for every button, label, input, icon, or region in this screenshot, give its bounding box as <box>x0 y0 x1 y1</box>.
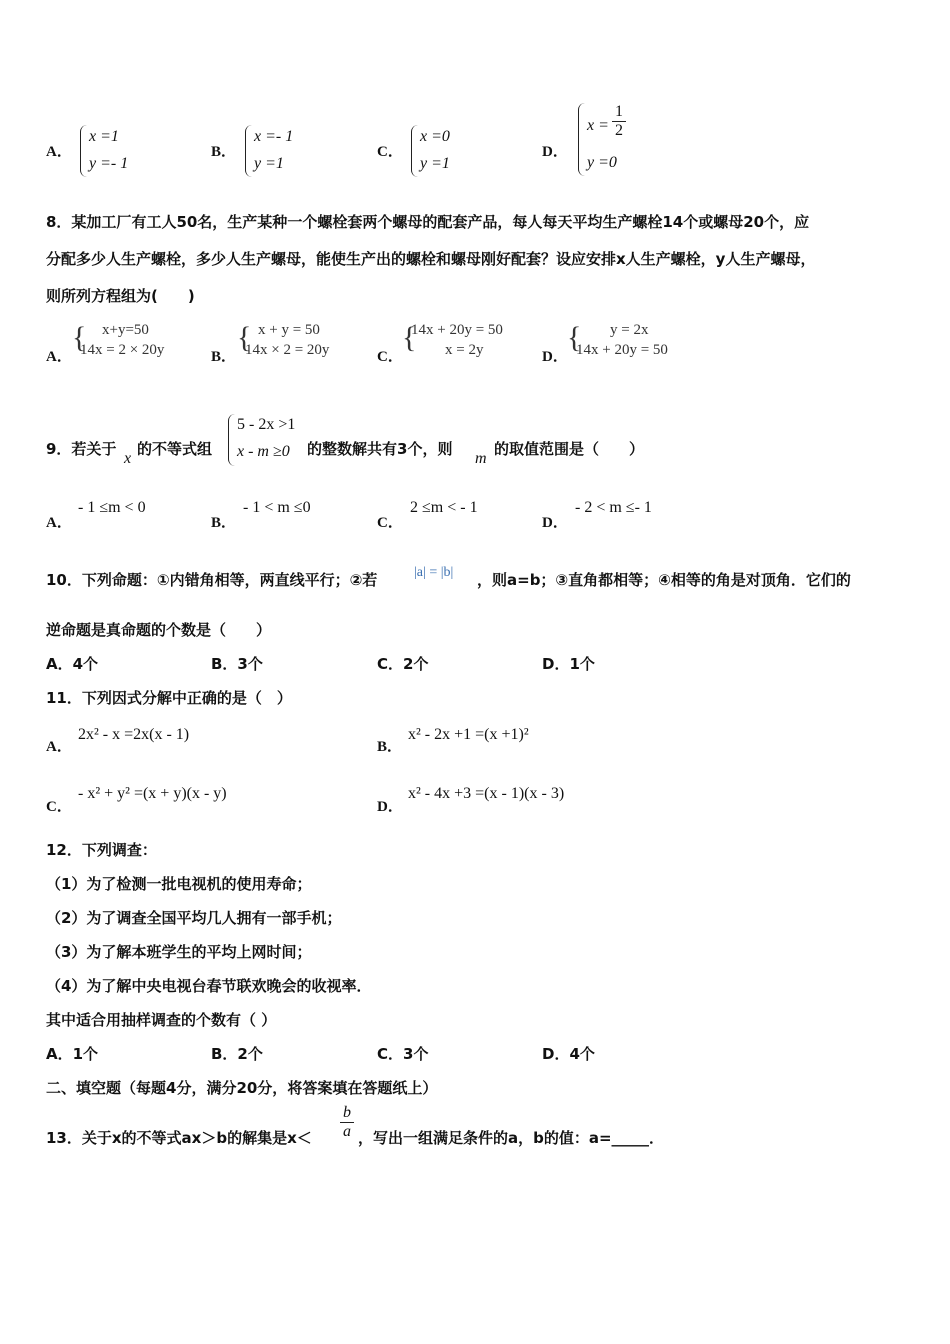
q11-option-a-label: A． <box>46 739 72 755</box>
q7-b-eq1: x =- 1 <box>254 128 294 145</box>
q11-option-d: x² - 4x +3 =(x - 1)(x - 3) <box>408 785 565 802</box>
q8-option-c-label: C． <box>377 349 403 365</box>
q7-option-b-system <box>245 125 326 177</box>
q13-fraction-numerator: b <box>340 1104 354 1123</box>
q8-b-eq2: 14x × 2 = 20y <box>245 342 330 358</box>
q8-stem-line2: 分配多少人生产螺栓，多少人生产螺母，能使生产出的螺栓和螺母刚好配套？设应安排x人生产螺栓，y人生产螺母， <box>46 250 816 268</box>
q7-d-eq1: x = <box>587 117 609 134</box>
q9-suffix1: 的整数解共有3个，则 <box>307 440 453 458</box>
q9-option-c-label: C． <box>377 515 403 531</box>
q12-item-2: （2）为了调查全国平均几人拥有一部手机； <box>46 909 342 927</box>
q11-option-c-label: C． <box>46 799 72 815</box>
q8-c-brace: { <box>402 321 417 354</box>
q9-sys-line1: 5 - 2x >1 <box>237 416 296 433</box>
q10-stem-line2: 逆命题是真命题的个数是（ ） <box>46 621 272 639</box>
q7-option-c-system <box>411 125 492 177</box>
q8-stem-line3: 则所列方程组为( ) <box>46 287 195 305</box>
q8-d-eq2: 14x + 20y = 50 <box>576 342 668 358</box>
q8-d-brace: { <box>567 321 582 354</box>
q12-question: 其中适合用抽样调查的个数有（ ） <box>46 1011 277 1029</box>
q10-option-c: C．2个 <box>377 655 429 673</box>
q10-formula: |a| = |b| <box>414 565 454 580</box>
q7-d-fraction <box>612 103 626 140</box>
q13-prefix: 13．关于x的不等式ax＞b的解集是x＜ <box>46 1129 312 1147</box>
q9-prefix: 9．若关于 <box>46 440 117 458</box>
q11-option-d-label: D． <box>377 799 403 815</box>
q12-item-3: （3）为了解本班学生的平均上网时间； <box>46 943 312 961</box>
q7-b-eq2: y =1 <box>254 155 284 172</box>
q11-option-b: x² - 2x +1 =(x +1)² <box>408 726 529 743</box>
q9-option-b-label: B． <box>211 515 237 531</box>
section-2-heading: 二、填空题（每题4分，满分20分，将答案填在答题纸上） <box>46 1079 438 1097</box>
q11-option-b-label: B． <box>377 739 403 755</box>
q9-option-d: - 2 < m ≤- 1 <box>575 499 652 516</box>
q9-sys-line2: x - m ≥0 <box>237 443 290 460</box>
q9-option-a: - 1 ≤m < 0 <box>78 499 146 516</box>
q8-b-brace: { <box>237 321 252 354</box>
q8-b-eq1: x + y = 50 <box>258 322 320 338</box>
q11-option-a: 2x² - x =2x(x - 1) <box>78 726 190 743</box>
q9-middle: 的不等式组 <box>137 440 213 458</box>
q11-option-c: - x² + y² =(x + y)(x - y) <box>78 785 227 802</box>
q10-option-b: B．3个 <box>211 655 263 673</box>
q9-option-b: - 1 < m ≤0 <box>243 499 311 516</box>
q12-stem: 12．下列调查： <box>46 841 157 859</box>
q12-item-4: （4）为了解中央电视台春节联欢晚会的收视率． <box>46 977 372 995</box>
q9-inequality-system <box>228 414 309 466</box>
q11-stem: 11．下列因式分解中正确的是（ ） <box>46 689 292 707</box>
q7-c-eq2: y =1 <box>420 155 450 172</box>
q13-fraction <box>340 1104 354 1141</box>
q9-suffix2: 的取值范围是（ ） <box>494 440 645 458</box>
q8-stem-line1: 8．某加工厂有工人50名，生产某种一个螺栓套两个螺母的配套产品，每人每天平均生产螺栓14个或螺母20个，应 <box>46 213 810 231</box>
q7-option-d-label: D． <box>542 144 568 160</box>
q7-a-eq1: x =1 <box>89 128 119 145</box>
q7-option-c-label: C． <box>377 144 403 160</box>
q8-a-brace: { <box>72 321 87 354</box>
q8-a-eq2: 14x = 2 × 20y <box>80 342 165 358</box>
q8-option-a-label: A． <box>46 349 72 365</box>
q12-item-1: （1）为了检测一批电视机的使用寿命； <box>46 875 312 893</box>
q8-option-b-label: B． <box>211 349 237 365</box>
q10-option-a: A．4个 <box>46 655 99 673</box>
q7-option-a-system <box>80 125 161 177</box>
q12-option-c: C．3个 <box>377 1045 429 1063</box>
q13-fraction-denominator: a <box>343 1123 351 1140</box>
q8-d-eq1: y = 2x <box>610 322 649 338</box>
q9-option-a-label: A． <box>46 515 72 531</box>
q9-var-x: x <box>124 450 132 467</box>
q10-prefix: 10．下列命题：①内错角相等，两直线平行；②若 <box>46 571 378 589</box>
q9-option-c: 2 ≤m < - 1 <box>410 499 478 516</box>
q7-option-d-system <box>578 103 649 176</box>
q12-option-a: A．1个 <box>46 1045 99 1063</box>
q10-option-d: D．1个 <box>542 655 595 673</box>
q8-c-eq2: x = 2y <box>445 342 484 358</box>
q7-option-a-label: A． <box>46 144 72 160</box>
q8-option-d-label: D． <box>542 349 568 365</box>
q7-d-fraction-numerator: 1 <box>612 103 626 122</box>
q7-d-eq2: y =0 <box>587 154 617 171</box>
q8-c-eq1: 14x + 20y = 50 <box>411 322 503 338</box>
q13-suffix: ，写出一组满足条件的a，b的值：a=_____． <box>358 1129 665 1147</box>
q12-option-d: D．4个 <box>542 1045 595 1063</box>
q9-var-m: m <box>475 450 487 467</box>
q7-c-eq1: x =0 <box>420 128 450 145</box>
q10-suffix: ，则a=b；③直角都相等；④相等的角是对顶角．它们的 <box>477 571 851 589</box>
q12-option-b: B．2个 <box>211 1045 263 1063</box>
q7-a-eq2: y =- 1 <box>89 155 129 172</box>
q7-d-fraction-denominator: 2 <box>615 122 623 139</box>
q9-option-d-label: D． <box>542 515 568 531</box>
q7-option-b-label: B． <box>211 144 237 160</box>
q8-a-eq1: x+y=50 <box>102 322 149 338</box>
